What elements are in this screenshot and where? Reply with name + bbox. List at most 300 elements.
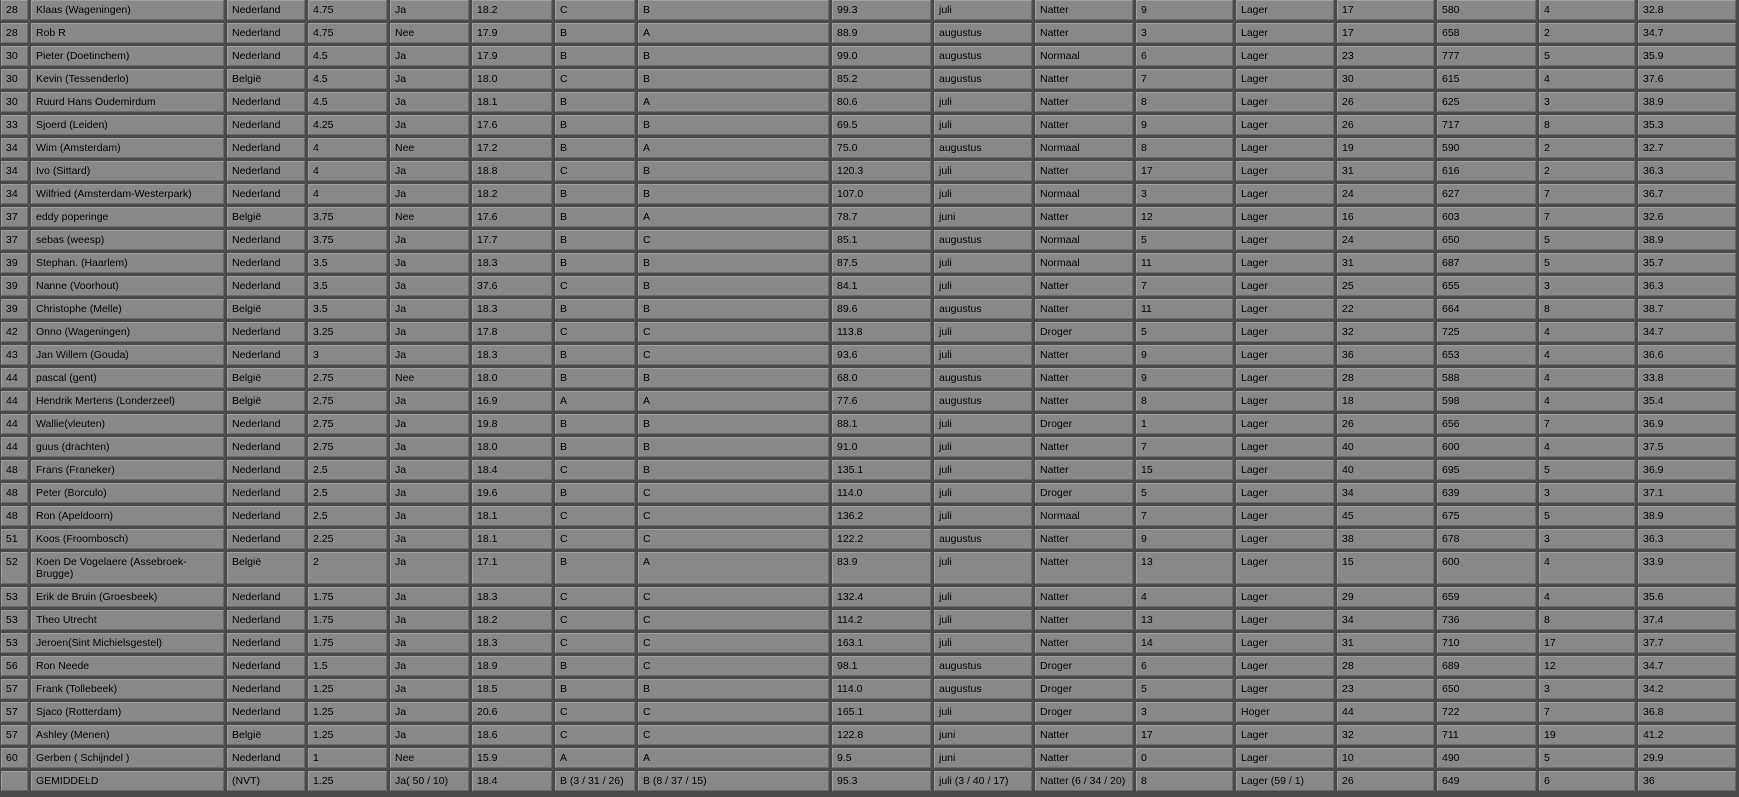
table-cell: C [555,529,635,549]
table-cell: C [638,506,829,526]
table-cell: Natter [1035,460,1133,480]
table-cell: 36.9 [1638,460,1736,480]
table-cell: Ja [390,656,469,676]
table-cell: Peter (Borculo) [31,483,224,503]
table-cell: Nederland [227,483,305,503]
table-cell: 135.1 [832,460,931,480]
table-cell: Nederland [227,610,305,630]
table-cell: Gerben ( Schijndel ) [31,748,224,768]
table-cell: augustus [934,391,1032,411]
table-cell: B [555,552,635,584]
table-cell: 18.2 [472,610,552,630]
table-cell: 711 [1437,725,1536,745]
table-cell: 18.8 [472,161,552,181]
table-cell: 18.6 [472,725,552,745]
table-cell: 39 [1,299,28,319]
table-cell: 3 [1136,702,1233,722]
table-cell: 23 [1337,46,1434,66]
table-cell: Normaal [1035,138,1133,158]
table-cell: 32.8 [1638,0,1736,20]
table-cell: guus (drachten) [31,437,224,457]
table-row [1,207,1736,227]
table-cell: 6 [1136,46,1233,66]
table-cell: 5 [1539,230,1635,250]
table-cell: 659 [1437,587,1536,607]
table-cell: 17.9 [472,23,552,43]
table-cell: 163.1 [832,633,931,653]
table-cell: 17.1 [472,552,552,584]
table-cell: B [555,23,635,43]
table-cell: 4 [1539,322,1635,342]
table-row [1,253,1736,273]
table-cell: 9.5 [832,748,931,768]
table-cell: Onno (Wageningen) [31,322,224,342]
table-cell: 5 [1136,230,1233,250]
table-cell: 38.7 [1638,299,1736,319]
table-cell: 689 [1437,656,1536,676]
table-cell: 40 [1337,460,1434,480]
table-cell: A [555,748,635,768]
table-cell: 36.9 [1638,414,1736,434]
table-cell: B [638,161,829,181]
table-cell: Natter [1035,725,1133,745]
table-cell: Lager [1236,299,1334,319]
table-cell: B [555,253,635,273]
table-cell: 11 [1136,299,1233,319]
table-cell: Lager [1236,529,1334,549]
table-cell: juni [934,207,1032,227]
table-cell: Droger [1035,322,1133,342]
table-cell: Ja [390,161,469,181]
table-cell: B [638,276,829,296]
table-row [1,529,1736,549]
table-cell: 1.75 [308,587,387,607]
table-cell: Natter [1035,529,1133,549]
table-cell: 88.1 [832,414,931,434]
table-cell: B [638,299,829,319]
table-cell: Ja [390,483,469,503]
table-cell: Ruurd Hans Oudemirdum [31,92,224,112]
table-cell: Normaal [1035,230,1133,250]
table-cell: 113.8 [832,322,931,342]
table-cell: Nee [390,23,469,43]
table-cell: 7 [1136,506,1233,526]
table-cell: Nederland [227,92,305,112]
table-cell: 4.75 [308,23,387,43]
table-cell: 30 [1,46,28,66]
table-cell: C [555,610,635,630]
table-cell: 37.7 [1638,633,1736,653]
table-cell: Nederland [227,702,305,722]
table-cell: 3.5 [308,299,387,319]
table-cell: 26 [1337,115,1434,135]
table-cell: 5 [1136,679,1233,699]
table-cell: 3.5 [308,253,387,273]
table-cell: 8 [1136,771,1233,791]
table-cell: C [555,69,635,89]
table-cell: Lager [1236,69,1334,89]
table-cell: Sjaco (Rotterdam) [31,702,224,722]
table-cell: C [638,610,829,630]
table-cell: 57 [1,679,28,699]
table-cell: 6 [1136,656,1233,676]
table-cell: 114.0 [832,679,931,699]
table-row [1,23,1736,43]
table-cell: Lager [1236,587,1334,607]
table-cell: 2.75 [308,391,387,411]
table-cell: Koen De Vogelaere (Assebroek-Brugge) [31,552,224,584]
table-cell: Nederland [227,161,305,181]
table-cell: 11 [1136,253,1233,273]
table-cell: 36.8 [1638,702,1736,722]
table-row [1,391,1736,411]
table-row [1,138,1736,158]
table-cell: 4 [1539,69,1635,89]
table-cell: België [227,69,305,89]
table-cell: 2.25 [308,529,387,549]
table-cell: 38.9 [1638,506,1736,526]
table-cell: 75.0 [832,138,931,158]
table-cell: juli [934,483,1032,503]
table-cell: Natter [1035,552,1133,584]
table-cell: augustus [934,368,1032,388]
table-cell: Lager [1236,0,1334,20]
table-cell: 7 [1539,207,1635,227]
table-cell: B [555,115,635,135]
table-cell: Normaal [1035,506,1133,526]
table-cell: 26 [1337,92,1434,112]
table-cell: 2.75 [308,437,387,457]
table-cell: 3.5 [308,276,387,296]
table-cell: augustus [934,529,1032,549]
table-cell: 8 [1539,299,1635,319]
table-cell: 650 [1437,230,1536,250]
table-cell: 656 [1437,414,1536,434]
table-cell: A [638,207,829,227]
table-cell: 4.75 [308,0,387,20]
table-cell: Lager [1236,679,1334,699]
table-cell: 2.75 [308,414,387,434]
table-cell: Nederland [227,587,305,607]
average-row [1,771,1736,791]
table-cell: juni [934,725,1032,745]
table-cell: juli [934,253,1032,273]
table-cell: 4 [308,161,387,181]
table-cell: Ja [390,414,469,434]
table-cell: 89.6 [832,299,931,319]
table-cell: C [638,345,829,365]
table-cell: 2.75 [308,368,387,388]
table-cell: 36.7 [1638,184,1736,204]
table-cell: B (3 / 31 / 26) [555,771,635,791]
table-cell: 18.1 [472,92,552,112]
table-cell: 8 [1136,391,1233,411]
table-cell: 627 [1437,184,1536,204]
table-cell: 36 [1638,771,1736,791]
table-row [1,184,1736,204]
table-cell: Lager [1236,506,1334,526]
table-cell: 40 [1337,437,1434,457]
table-cell: 17 [1136,725,1233,745]
table-cell: Lager [1236,230,1334,250]
table-cell: Lager [1236,483,1334,503]
table-cell: Lager [1236,46,1334,66]
table-cell: juli [934,552,1032,584]
table-cell: B [638,253,829,273]
table-cell: 51 [1,529,28,549]
table-cell: 26 [1337,414,1434,434]
table-cell: Ja [390,610,469,630]
table-cell: 28 [1337,368,1434,388]
table-cell: 3.25 [308,322,387,342]
table-cell: 7 [1539,184,1635,204]
table-cell: 14 [1136,633,1233,653]
table-cell: 28 [1337,656,1434,676]
table-row [1,299,1736,319]
table-cell: Nederland [227,437,305,457]
table-cell: juli [934,276,1032,296]
table-cell: 4 [1539,437,1635,457]
table-cell: Lager [1236,633,1334,653]
table-cell: 7 [1539,702,1635,722]
table-cell: 4 [1539,391,1635,411]
table-cell: 9 [1136,368,1233,388]
table-cell: B [555,437,635,457]
table-cell: 12 [1539,656,1635,676]
table-cell: 114.2 [832,610,931,630]
table-cell: Nederland [227,529,305,549]
table-cell: Nee [390,207,469,227]
table-cell: 600 [1437,552,1536,584]
table-cell: Nederland [227,253,305,273]
table-cell: 35.4 [1638,391,1736,411]
table-cell: juli [934,161,1032,181]
table-cell: 33.8 [1638,368,1736,388]
table-cell: Lager [1236,437,1334,457]
table-cell: B [638,115,829,135]
table-cell: Christophe (Melle) [31,299,224,319]
table-cell: 31 [1337,253,1434,273]
table-cell: 34.7 [1638,322,1736,342]
table-cell: 36.6 [1638,345,1736,365]
table-cell: Sjoerd (Leiden) [31,115,224,135]
table-cell: 5 [1136,483,1233,503]
table-cell: 3 [1136,23,1233,43]
table-cell: 32 [1337,322,1434,342]
table-cell: Nederland [227,748,305,768]
table-cell: Nederland [227,23,305,43]
table-cell: Droger [1035,656,1133,676]
table-cell: 29 [1337,587,1434,607]
table-cell: Droger [1035,483,1133,503]
table-cell: Stephan. (Haarlem) [31,253,224,273]
table-cell: 675 [1437,506,1536,526]
table-cell: 30 [1337,69,1434,89]
table-cell: juli [934,345,1032,365]
table-cell: 580 [1437,0,1536,20]
table-cell: augustus [934,46,1032,66]
table-row [1,552,1736,584]
table-cell: 37 [1,230,28,250]
table-cell: 24 [1337,184,1434,204]
table-cell: 37.4 [1638,610,1736,630]
table-cell: Jeroen(Sint Michielsgestel) [31,633,224,653]
table-cell: 122.8 [832,725,931,745]
table-cell: 695 [1437,460,1536,480]
table-cell: Ja [390,299,469,319]
table-cell: 8 [1539,115,1635,135]
table-cell: 5 [1136,322,1233,342]
table-cell: 39 [1,276,28,296]
table-cell: 38.9 [1638,92,1736,112]
table-cell: Nederland [227,276,305,296]
table-cell: (NVT) [227,771,305,791]
table-cell: 15 [1337,552,1434,584]
table-cell: 1.75 [308,633,387,653]
table-cell: 34.2 [1638,679,1736,699]
table-cell: juli [934,506,1032,526]
table-cell: Natter [1035,368,1133,388]
table-cell: 678 [1437,529,1536,549]
table-cell: 35.6 [1638,587,1736,607]
table-cell: C [555,276,635,296]
table-cell: Frans (Franeker) [31,460,224,480]
table-cell: 1.25 [308,771,387,791]
table-cell: augustus [934,679,1032,699]
table-row [1,368,1736,388]
table-cell: 22 [1337,299,1434,319]
table-cell: C [638,230,829,250]
table-cell: 17 [1337,23,1434,43]
table-cell: Ja [390,69,469,89]
table-cell: B [555,207,635,227]
table-cell: Ja [390,345,469,365]
table-cell: augustus [934,299,1032,319]
table-cell: Lager [1236,725,1334,745]
table-cell: Natter [1035,92,1133,112]
table-cell: 36.3 [1638,529,1736,549]
table-cell: juli [934,0,1032,20]
table-cell: B [555,679,635,699]
table-cell: 18.9 [472,656,552,676]
table-row [1,702,1736,722]
table-cell: 37.6 [472,276,552,296]
table-cell: 38.9 [1638,230,1736,250]
table-cell: Ja [390,0,469,20]
table-cell: 9 [1136,345,1233,365]
table-cell: Lager [1236,414,1334,434]
table-cell: C [555,633,635,653]
table-cell: sebas (weesp) [31,230,224,250]
table-cell: Ja [390,391,469,411]
table-cell: Nederland [227,184,305,204]
table-row [1,725,1736,745]
table-cell: Nederland [227,679,305,699]
table-cell: 48 [1,506,28,526]
table-cell: 15 [1136,460,1233,480]
table-row [1,437,1736,457]
table-cell: B [638,69,829,89]
table-cell: 4.5 [308,69,387,89]
table-cell: 7 [1136,276,1233,296]
table-cell: 18.3 [472,633,552,653]
table-cell: 17.2 [472,138,552,158]
table-cell: B [638,46,829,66]
table-cell: 4 [1539,552,1635,584]
table-cell: 5 [1539,748,1635,768]
table-cell: Nederland [227,230,305,250]
table-cell: 31 [1337,633,1434,653]
table-cell: 4 [1136,587,1233,607]
table-row [1,610,1736,630]
table-cell: 30 [1,69,28,89]
table-cell: Nederland [227,115,305,135]
table-cell: B [555,299,635,319]
table-cell: 17 [1539,633,1635,653]
table-cell: 7 [1136,437,1233,457]
table-cell: 93.6 [832,345,931,365]
table-row [1,587,1736,607]
table-cell: C [638,702,829,722]
table-cell: 12 [1136,207,1233,227]
table-cell: 44 [1,391,28,411]
table-cell: 18.5 [472,679,552,699]
table-cell: 37.5 [1638,437,1736,457]
table-cell: Normaal [1035,46,1133,66]
table-row [1,460,1736,480]
table-cell: 8 [1539,610,1635,630]
table-cell: Lager [1236,368,1334,388]
table-cell: B [638,368,829,388]
table-cell: B [555,46,635,66]
table-cell: B [555,414,635,434]
table-cell: 18.4 [472,771,552,791]
table-cell: Lager [1236,276,1334,296]
table-row [1,679,1736,699]
table-cell: Ja [390,92,469,112]
table-cell: 17.8 [472,322,552,342]
table-row [1,656,1736,676]
table-cell: B [555,345,635,365]
table-cell: 25 [1337,276,1434,296]
table-cell: Nederland [227,345,305,365]
table-cell: Natter [1035,115,1133,135]
table-cell: A [555,391,635,411]
table-cell: 53 [1,587,28,607]
table-cell: Lager [1236,253,1334,273]
table-row [1,633,1736,653]
table-cell: Nederland [227,633,305,653]
table-cell: Ja [390,552,469,584]
table-cell: juli [934,460,1032,480]
table-cell: C [555,725,635,745]
table-cell: Theo Utrecht [31,610,224,630]
table-cell: 2.5 [308,483,387,503]
table-cell: Ron Neede [31,656,224,676]
table-cell: 43 [1,345,28,365]
table-cell: België [227,391,305,411]
table-cell: Ja [390,276,469,296]
table-cell: 68.0 [832,368,931,388]
table-cell: Hendrik Mertens (Londerzeel) [31,391,224,411]
table-cell: C [638,633,829,653]
table-cell: 3 [1136,184,1233,204]
table-cell: Nederland [227,656,305,676]
table-cell: C [555,161,635,181]
table-cell: Kevin (Tessenderlo) [31,69,224,89]
table-cell: 9 [1136,115,1233,135]
table-cell: 4 [308,138,387,158]
